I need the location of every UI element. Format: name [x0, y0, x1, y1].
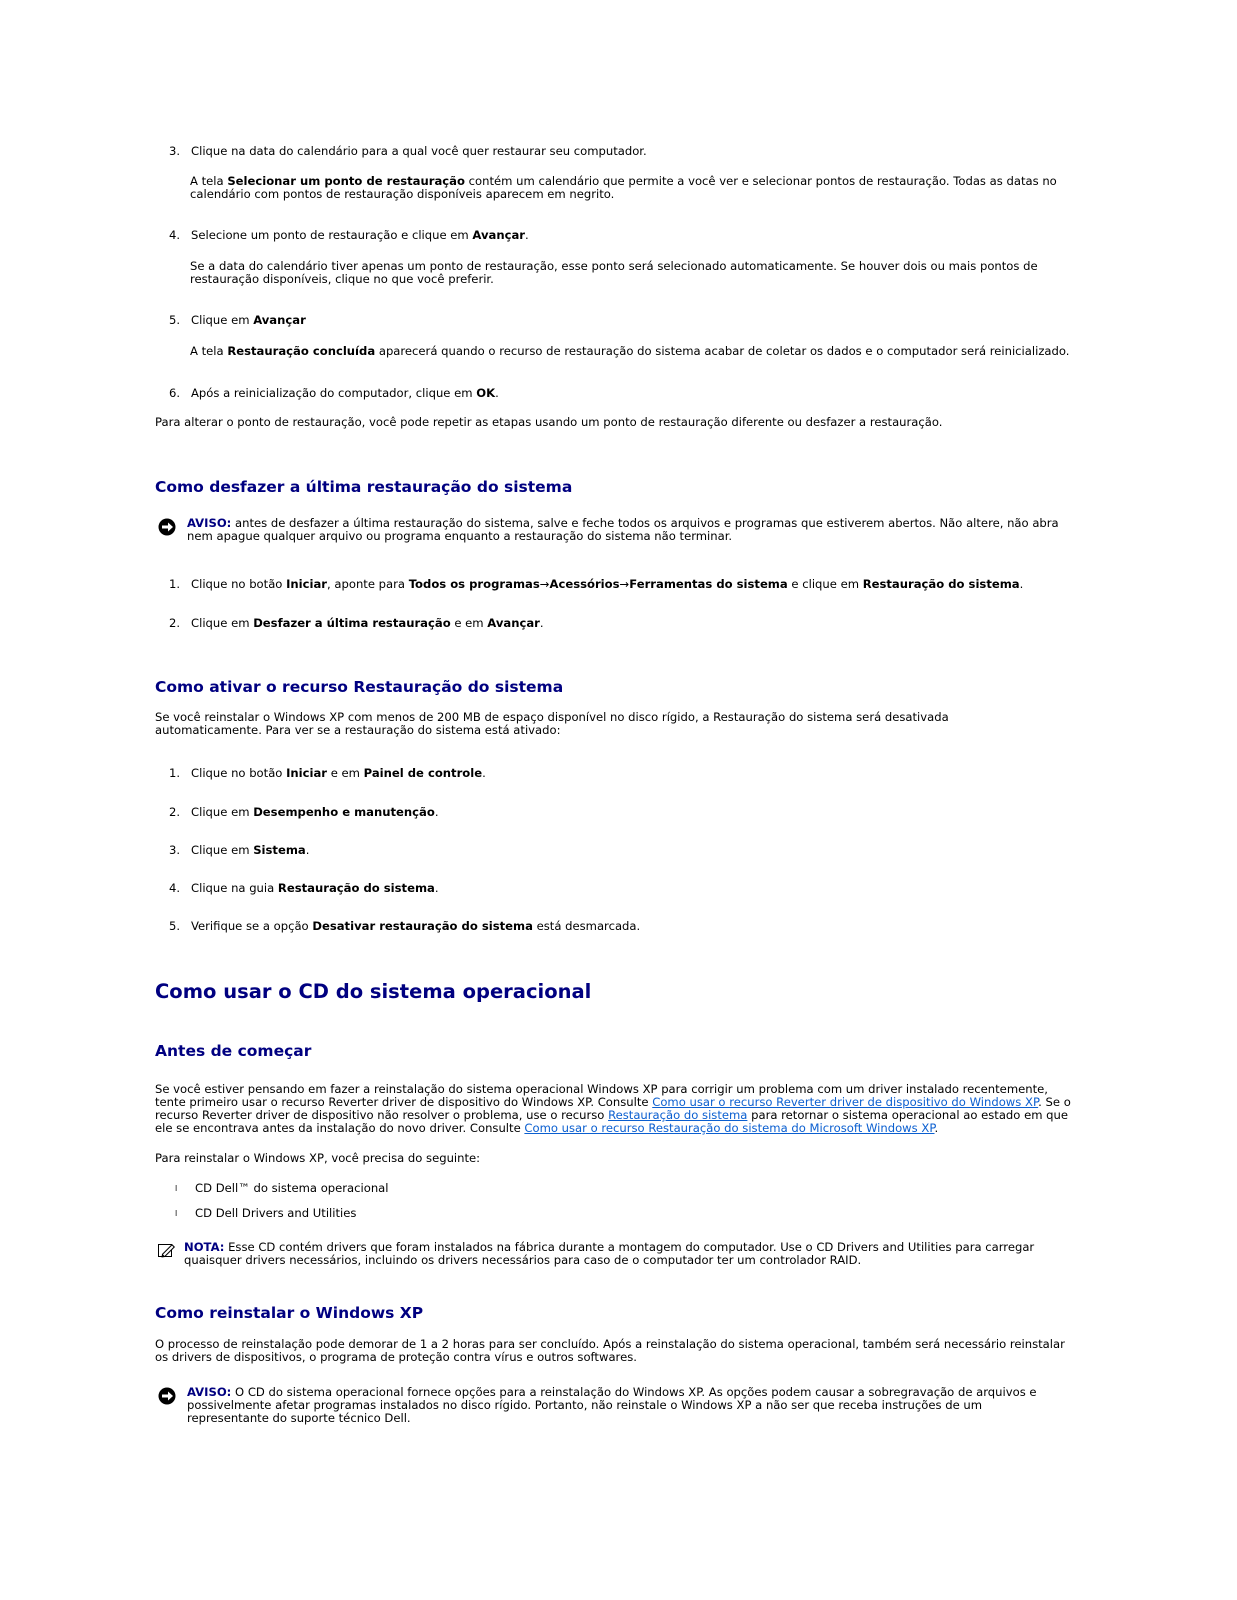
list-item: 4. Clique na guia Restauração do sistema.	[169, 881, 439, 895]
list-item: 3. Clique em Sistema.	[169, 843, 310, 857]
section-heading-undo: Como desfazer a última restauração do sistema	[155, 478, 573, 496]
paragraph: O processo de reinstalação pode demorar de 1 a 2 horas para ser concluído. Após a reinstalação do sistema operacional, também será necessário reinstalar os drivers de dispositivos, o programa de proteção contra vírus e outros softwares.	[155, 1337, 1065, 1364]
chapter-heading-cd: Como usar o CD do sistema operacional	[155, 980, 592, 1003]
aviso-label: AVISO:	[187, 516, 232, 530]
list-item: 6. Após a reinicialização do computador, clique em OK.	[169, 386, 499, 400]
link-restauracao-sistema[interactable]: Restauração do sistema	[608, 1108, 748, 1122]
nota-label: NOTA:	[184, 1240, 225, 1254]
list-item: l CD Dell Drivers and Utilities	[175, 1206, 357, 1220]
arrow-icon: →	[619, 577, 630, 591]
aviso-label: AVISO:	[187, 1385, 232, 1399]
section-heading-enable: Como ativar o recurso Restauração do sistema	[155, 678, 564, 696]
list-item: 2. Clique em Desfazer a última restauração e em Avançar.	[169, 616, 544, 630]
list-item: l CD Dell™ do sistema operacional	[175, 1181, 389, 1195]
step-number: 4.	[169, 228, 181, 242]
list-item: 1. Clique no botão Iniciar e em Painel de controle.	[169, 766, 486, 780]
paragraph: Para alterar o ponto de restauração, você pode repetir as etapas usando um ponto de restauração diferente ou desfazer a restauração.	[155, 415, 943, 429]
step-detail: Se a data do calendário tiver apenas um ponto de restauração, esse ponto será selecionado automaticamente. Se houver dois ou mais pontos de restauração disponíveis, clique no que você preferir.	[190, 259, 1038, 286]
arrow-icon: →	[539, 577, 550, 591]
bullet-icon: l	[175, 1184, 178, 1193]
link-restauracao-ms[interactable]: Como usar o recurso Restauração do sistema do Microsoft Windows XP	[524, 1121, 935, 1135]
pencil-note-icon	[158, 1242, 176, 1261]
step-detail: A tela Restauração concluída aparecerá quando o recurso de restauração do sistema acabar de coletar os dados e o computador será reinicializado.	[190, 344, 1070, 358]
step-detail: A tela Selecionar um ponto de restauração contém um calendário que permite a você ver e selecionar pontos de restauração. Todas as datas no calendário com pontos de restauração disponíveis aparecem em negrito.	[190, 174, 1057, 201]
list-item: 1. Clique no botão Iniciar, aponte para Todos os programas→Acessórios→Ferramentas do sistema e clique em Restauração do sistema.	[169, 577, 1024, 591]
warning-icon	[158, 1387, 176, 1408]
list-item: 5. Clique em Avançar	[169, 313, 306, 327]
list-item	[169, 145, 1069, 158]
step-number: 5.	[169, 313, 181, 327]
paragraph: Se você reinstalar o Windows XP com menos de 200 MB de espaço disponível no disco rígido, a Restauração do sistema será desativada automaticamente. Para ver se a restauração do sistema está ativado:	[155, 710, 949, 737]
step-number: 6.	[169, 386, 181, 400]
paragraph: Para reinstalar o Windows XP, você precisa do seguinte:	[155, 1151, 481, 1165]
list-item: 2. Clique em Desempenho e manutenção.	[169, 805, 439, 819]
section-heading-reinstall: Como reinstalar o Windows XP	[155, 1304, 424, 1322]
link-reverter-driver[interactable]: Como usar o recurso Reverter driver de dispositivo do Windows XP	[652, 1095, 1039, 1109]
list-item: 5. Verifique se a opção Desativar restauração do sistema está desmarcada.	[169, 919, 641, 933]
step-text: Clique na data do calendário para a qual você quer restaurar seu computador.	[191, 144, 647, 158]
warning-icon	[158, 518, 176, 539]
paragraph: Se você estiver pensando em fazer a reinstalação do sistema operacional Windows XP para corrigir um problema com um driver instalado recentemente, tente primeiro usar o recurso Reverter driver de dispositivo do Windows XP. Consulte Como usar o recurso Reverter driver de dispositivo do Windows XP. Se o recurso Reverter driver de dispositivo não resolver o problema, use o recurso Restauração do sistema para retornar o sistema operacional ao estado em que ele se encontrava antes da instalação do novo driver. Consulte Como usar o recurso Restauração do sistema do Microsoft Windows XP.	[155, 1082, 1071, 1135]
bullet-icon: l	[175, 1209, 178, 1218]
list-item: 4. Selecione um ponto de restauração e clique em Avançar.	[169, 228, 529, 242]
step-number: 3.	[169, 144, 181, 158]
section-heading-before: Antes de começar	[155, 1042, 312, 1060]
